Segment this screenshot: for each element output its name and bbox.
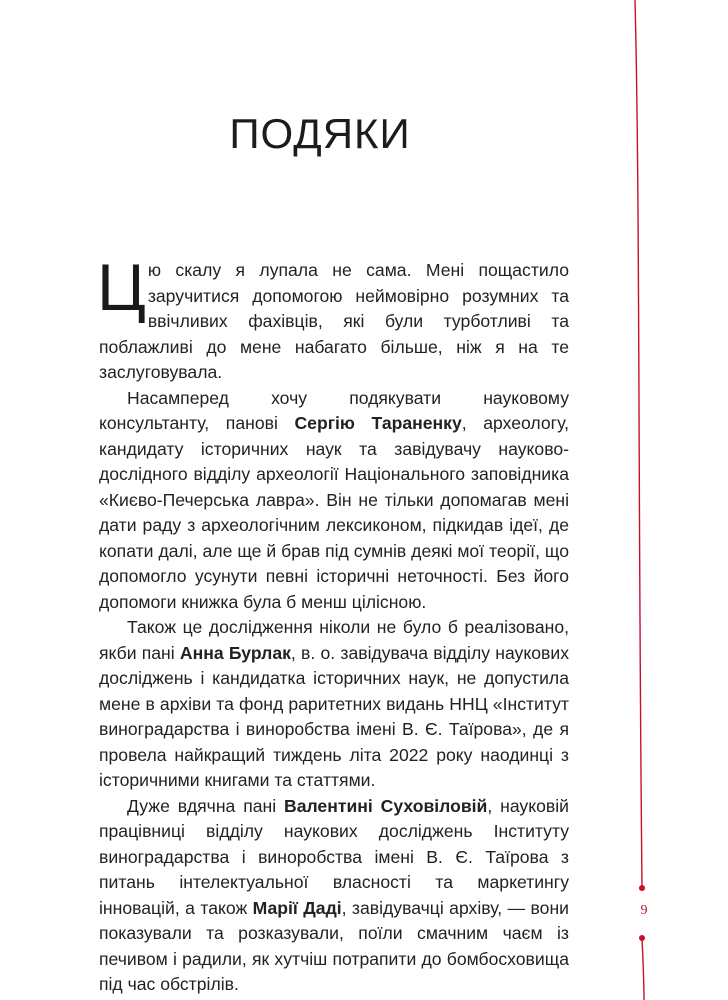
text-run: , археологу, кандидату історичних наук та завідувачу науково-дослідного відділу археології Національного заповідника «Києво-Печерська лавра». Він не тільки допомагав мені дати раду з археологічним лексиконом, підкидав ідеї, де копати далі, але ще й брав під сумнів деякі мої теорії, що допомогло усунути певні історичні неточності. Без його допомоги книжка була б менш цілісною. [99,413,569,612]
text-run: ю скалу я лупала не сама. Мені пощастило заручитися допомогою неймовірно розумних та ввічливих фахівців, які були турботливі та поблажливі до мене набагато більше, ніж я на те заслуговувала. [99,260,569,382]
text-run: Також це дослідження ніколи не було б реалізовано, якби пані [99,617,569,663]
paragraph-1 [97,250,569,386]
text-run: , завідувачці архіву, — вони показували та розказували, поїли смачним чаєм із печивом і радили, як хутчіш потрапити до бомбосховища під час обстрілів. [99,897,569,994]
text-run: Дуже вдячна пані [127,795,284,816]
margin-accent-line [632,0,652,1000]
text-run: , в. о. завідувача відділу наукових досліджень і кандидатка історичних наук, не допустила мене в архіви та фонд раритетних видань ННЦ «Інститут виноградарства і виноробства імені В. Є. Таїрова», де я провела найкращий тиждень літа 2022 року наодинці з історичними книгами та статтями. [99,642,569,790]
paragraph-4 [99,794,569,998]
paragraph-2 [99,386,569,616]
person-name: Валентині Суховіловій [284,795,488,816]
acknowledgements-body [97,250,569,998]
text-run: , науковій працівниці відділу наукових досліджень Інституту виноградарства і виноробства імені В. Є. Таїрова з питань інтелектуальної власності та маркетингу інновацій, а також [99,795,569,918]
text-run: Насамперед хочу подякувати науковому консультанту, панові [99,387,569,433]
person-name: Анна Бурлак [179,642,291,663]
accent-dot-top [639,885,645,891]
page-number: 9 [640,903,648,918]
drop-cap: Ц [97,250,146,324]
person-name: Марії Даді [252,897,342,918]
person-name: Сергію Тараненку [294,413,462,433]
page-title: ПОДЯКИ [229,110,411,157]
paragraph-3 [99,615,569,794]
